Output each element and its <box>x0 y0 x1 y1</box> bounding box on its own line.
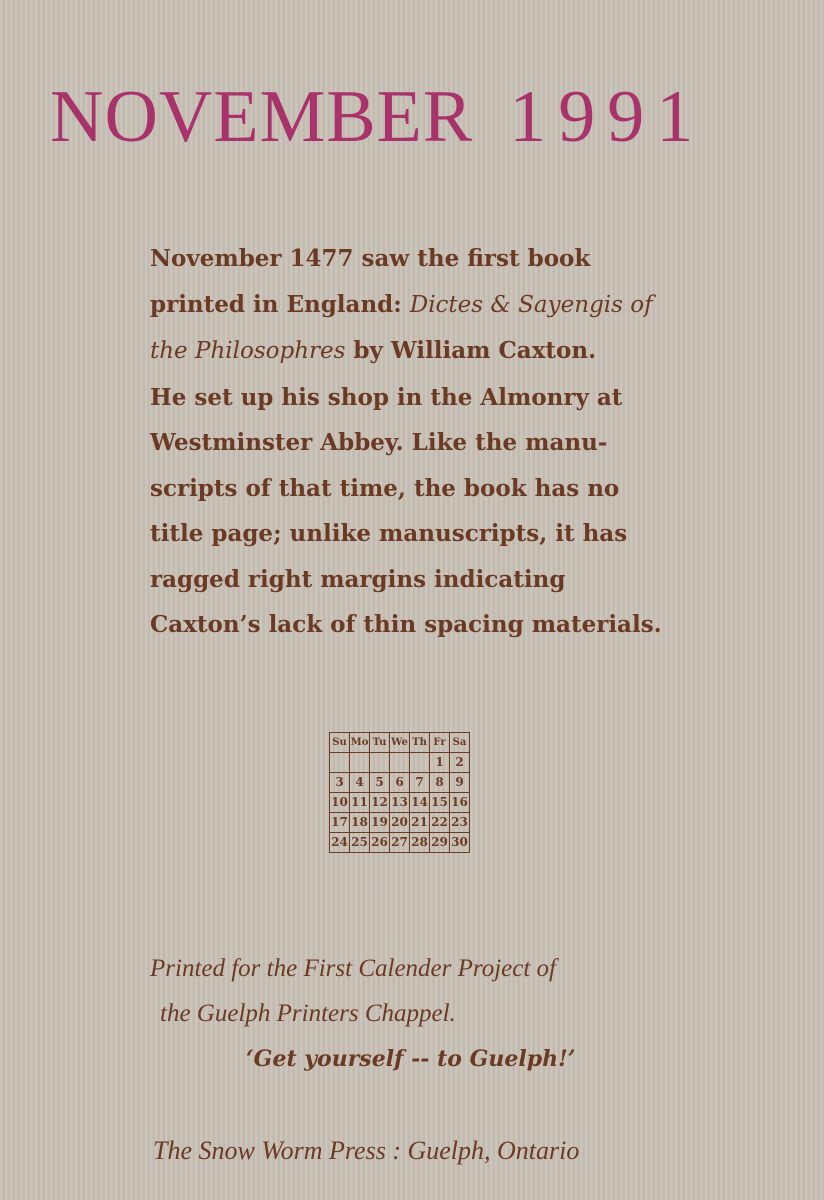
day-cell: 6 <box>390 773 410 793</box>
page-title <box>50 76 810 158</box>
weekday-label: We <box>390 733 410 753</box>
day-cell <box>410 753 430 773</box>
week-row <box>330 753 470 773</box>
day-cell: 1 <box>430 753 450 773</box>
week-row <box>330 813 470 833</box>
day-cell: 28 <box>410 833 430 853</box>
weekday-header-row <box>330 733 470 753</box>
paragraph-line: Westminster Abbey. Like the manu- <box>150 429 608 456</box>
day-cell: 16 <box>450 793 470 813</box>
paragraph-line: Caxton’s lack of thin spacing materials. <box>150 611 662 638</box>
weekday-label: Su <box>330 733 350 753</box>
day-cell: 12 <box>370 793 390 813</box>
day-cell: 3 <box>330 773 350 793</box>
day-cell: 4 <box>350 773 370 793</box>
day-cell: 23 <box>450 813 470 833</box>
weekday-label: Mo <box>350 733 370 753</box>
week-row <box>330 833 470 853</box>
book-title-part-1: Dictes & Sayengis of <box>409 291 653 318</box>
day-cell: 13 <box>390 793 410 813</box>
paragraph-line: title page; unlike manuscripts, it has <box>150 520 628 547</box>
day-cell: 10 <box>330 793 350 813</box>
footer-credit-line-1: Printed for the First Calender Project of <box>150 955 556 982</box>
day-cell: 5 <box>370 773 390 793</box>
paragraph-line: November 1477 saw the first book <box>150 245 591 272</box>
footer-credit-line-2: the Guelph Printers Chappel. <box>160 1000 456 1027</box>
book-title-part-2: the Philosophres <box>150 338 346 364</box>
paragraph-line: ragged right margins indicating <box>150 565 566 593</box>
day-cell <box>390 753 410 773</box>
day-cell: 25 <box>350 833 370 853</box>
footer-slogan: ‘Get yourself -- to Guelph!’ <box>246 1046 576 1072</box>
title-year: 1991 <box>509 76 706 158</box>
weekday-label: Tu <box>370 733 390 753</box>
history-paragraph <box>150 236 710 648</box>
day-cell: 8 <box>430 773 450 793</box>
day-cell: 22 <box>430 813 450 833</box>
day-cell: 17 <box>330 813 350 833</box>
paragraph-text: by William Caxton. <box>345 337 597 364</box>
day-cell: 9 <box>450 773 470 793</box>
weekday-label: Fr <box>430 733 450 753</box>
month-calendar-grid <box>329 732 470 853</box>
day-cell <box>350 753 370 773</box>
paragraph-text: printed in England: <box>150 290 410 318</box>
day-cell <box>370 753 390 773</box>
day-cell: 15 <box>430 793 450 813</box>
day-cell: 26 <box>370 833 390 853</box>
day-cell: 30 <box>450 833 470 853</box>
day-cell: 29 <box>430 833 450 853</box>
day-cell: 24 <box>330 833 350 853</box>
day-cell: 11 <box>350 793 370 813</box>
paragraph-line: scripts of that time, the book has no <box>150 474 620 502</box>
paragraph-line <box>150 282 710 329</box>
footer-press-imprint: The Snow Worm Press : Guelph, Ontario <box>153 1136 580 1165</box>
week-row <box>330 773 470 793</box>
week-row <box>330 793 470 813</box>
day-cell: 27 <box>390 833 410 853</box>
day-cell: 21 <box>410 813 430 833</box>
weekday-label: Sa <box>450 733 470 753</box>
day-cell <box>330 753 350 773</box>
paragraph-line <box>150 328 710 375</box>
day-cell: 7 <box>410 773 430 793</box>
day-cell: 18 <box>350 813 370 833</box>
weekday-label: Th <box>410 733 430 753</box>
day-cell: 19 <box>370 813 390 833</box>
day-cell: 2 <box>450 753 470 773</box>
paragraph-line: He set up his shop in the Almonry at <box>150 383 623 411</box>
title-month: NOVEMBER <box>50 76 474 158</box>
day-cell: 14 <box>410 793 430 813</box>
day-cell: 20 <box>390 813 410 833</box>
